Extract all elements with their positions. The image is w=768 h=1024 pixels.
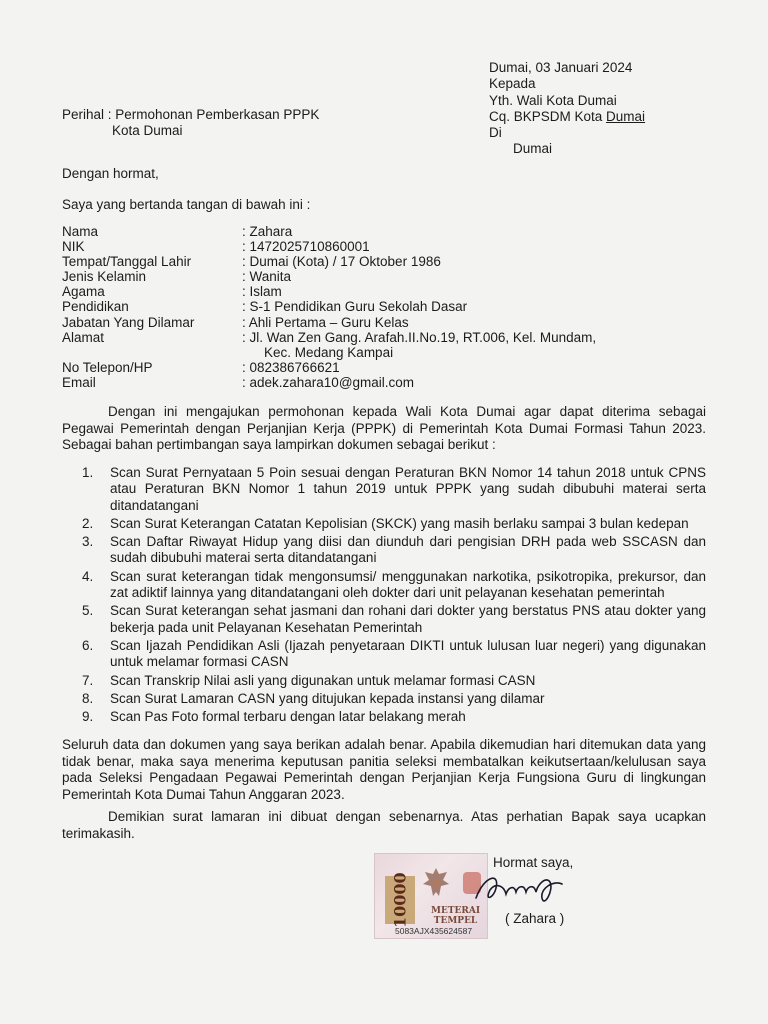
- identity-label: Tempat/Tanggal Lahir: [62, 254, 192, 270]
- identity-label: Agama: [62, 284, 105, 300]
- identity-row: [62, 254, 596, 269]
- identity-value: : S-1 Pendidikan Guru Sekolah Dasar: [242, 299, 468, 315]
- list-item: [82, 516, 706, 532]
- identity-label: Alamat: [62, 329, 105, 345]
- list-item: [82, 709, 706, 725]
- stamp-serial: 5083AJX435624587: [395, 926, 473, 936]
- list-item-text: Scan Pas Foto formal terbaru dengan latar belakang merah: [110, 709, 466, 725]
- identity-row: [62, 330, 596, 345]
- list-item-number: 4.: [82, 568, 94, 584]
- subject-line-1: Perihal : Permohonan Pemberkasan PPPK: [62, 107, 320, 122]
- list-item-text: Scan Ijazah Pendidikan Asli (Ijazah penyetaraan DIKTI untuk lulusan luar negeri) yang digunakan untuk melamar formasi CASN: [110, 637, 706, 670]
- list-item-number: 5.: [82, 603, 94, 619]
- greeting: Dengan hormat,: [62, 166, 159, 181]
- identity-value: : Zahara: [242, 224, 293, 239]
- list-item-number: 3.: [82, 534, 94, 550]
- garuda-emblem-icon: [419, 866, 453, 902]
- identity-label: Email: [62, 374, 96, 390]
- identity-row: [62, 239, 596, 254]
- identity-row: [62, 269, 596, 284]
- list-item-text: Scan surat keterangan tidak mengonsumsi/ menggunakan narkotika, psikotropika, prekursor, dan zat adiktif lainnya yang ditandatangani oleh dokter dari unit pelayanan kesehatan pemerintah: [110, 568, 706, 601]
- stamp-value: 10000: [385, 876, 415, 924]
- subject-line-2: Kota Dumai: [112, 123, 183, 138]
- recipient-line-2: [489, 109, 645, 125]
- handwritten-signature: [470, 868, 570, 914]
- identity-label: Jabatan Yang Dilamar: [62, 314, 195, 330]
- recipient-line-4: Dumai: [513, 141, 553, 157]
- identity-label: Jenis Kelamin: [62, 269, 147, 285]
- signer-name: ( Zahara ): [505, 911, 565, 926]
- identity-label: NIK: [62, 239, 85, 255]
- list-item-text: Scan Surat Lamaran CASN yang ditujukan kepada instansi yang dilamar: [110, 690, 545, 706]
- identity-value: : Ahli Pertama – Guru Kelas: [242, 314, 409, 330]
- identity-table: [62, 224, 596, 390]
- list-item-number: 7.: [82, 672, 94, 688]
- identity-row: [62, 284, 596, 299]
- letter-date: Dumai, 03 Januari 2024: [489, 60, 633, 75]
- list-item: [82, 673, 706, 689]
- list-item: [82, 465, 706, 514]
- recipient-line-2-prefix: Cq. BKPSDM Kota: [489, 108, 607, 124]
- recipient-line-1: Yth. Wali Kota Dumai: [489, 92, 617, 108]
- identity-value: : 1472025710860001: [242, 239, 370, 255]
- request-paragraph: Dengan ini mengajukan permohonan kepada Wali Kota Dumai agar dapat diterima sebagai Pegawai Pemerintah dengan Perjanjian Kerja (PPPK) di Pemerintah Kota Dumai Formasi Tahun 2023. Sebagai bahan pertimbangan saya lampirkan dokumen sebagai berikut :: [62, 404, 706, 452]
- subject-block: [62, 107, 319, 139]
- list-item: [82, 534, 706, 567]
- identity-row: [62, 299, 596, 314]
- intro-text: Saya yang bertanda tangan di bawah ini :: [62, 197, 311, 212]
- identity-row: [62, 315, 596, 330]
- identity-label: Pendidikan: [62, 299, 129, 315]
- identity-label: Nama: [62, 224, 99, 239]
- list-item: [82, 569, 706, 602]
- identity-value: : 082386766621: [242, 359, 340, 375]
- document-list: [82, 465, 706, 725]
- closing-salutation: Hormat saya,: [493, 855, 574, 870]
- identity-row: [62, 360, 596, 375]
- stamp-label-2: TEMPEL: [433, 916, 478, 926]
- identity-row: [62, 224, 596, 239]
- list-item-number: 2.: [82, 515, 94, 531]
- list-item-number: 1.: [82, 465, 94, 480]
- recipient-line-2-city: Dumai: [606, 108, 646, 124]
- identity-value: : adek.zahara10@gmail.com: [242, 374, 415, 390]
- list-item-text: Scan Daftar Riwayat Hidup yang diisi dan diunduh dari pengisian DRH pada web SSCASN dan sudah dibubuhi materai serta ditandatangani: [110, 534, 706, 566]
- address-continuation: Kec. Medang Kampai: [264, 344, 394, 360]
- list-item: [82, 691, 706, 707]
- list-item-text: Scan Surat keterangan sehat jasmani dan rohani dari dokter yang berstatus PNS atau dokter yang bekerja pada unit Pelayanan Kesehatan Pemerintah: [110, 603, 706, 635]
- list-item: [82, 603, 706, 636]
- list-item-number: 8.: [82, 690, 94, 706]
- recipient-line-3: Di: [489, 125, 502, 141]
- identity-value: : Islam: [242, 284, 282, 300]
- identity-label: No Telepon/HP: [62, 359, 153, 375]
- list-item-number: 9.: [82, 709, 94, 725]
- list-item-text: Scan Surat Pernyataan 5 Poin sesuai dengan Peraturan BKN Nomor 14 tahun 2018 untuk CPNS atau Peraturan BKN Nomor 1 tahun 2019 untuk PPPK yang sudah dibubuhi materai serta ditandatangani: [110, 465, 706, 513]
- closing-paragraph: Demikian surat lamaran ini dibuat dengan sebenarnya. Atas perhatian Bapak saya ucapkan terimakasih.: [62, 809, 706, 841]
- recipient-to: Kepada: [489, 76, 536, 92]
- identity-row: [62, 375, 596, 390]
- list-item-text: Scan Transkrip Nilai asli yang digunakan untuk melamar formasi CASN: [110, 672, 536, 688]
- declaration-paragraph: Seluruh data dan dokumen yang saya berikan adalah benar. Apabila dikemudian hari ditemukan data yang tidak benar, maka saya menerima keputusan panitia seleksi membatalkan keikutsertaan/kelulusan saya pada Seleksi Pengadaan Pegawai Pemerintah dengan Perjanjian Kerja Fungsiona Guru di lingkungan Pemerintah Kota Dumai Tahun Anggaran 2023.: [62, 737, 706, 802]
- identity-value: : Jl. Wan Zen Gang. Arafah.II.No.19, RT.006, Kel. Mundam,: [242, 329, 597, 345]
- identity-value: : Dumai (Kota) / 17 Oktober 1986: [242, 254, 441, 270]
- stamp-label-1: METERAI: [431, 906, 481, 916]
- list-item-text: Scan Surat Keterangan Catatan Kepolisian (SKCK) yang masih berlaku sampai 3 bulan kedepan: [110, 515, 689, 531]
- recipient-block: [489, 60, 645, 158]
- list-item: [82, 638, 706, 671]
- list-item-number: 6.: [82, 637, 94, 653]
- identity-value: : Wanita: [242, 269, 292, 285]
